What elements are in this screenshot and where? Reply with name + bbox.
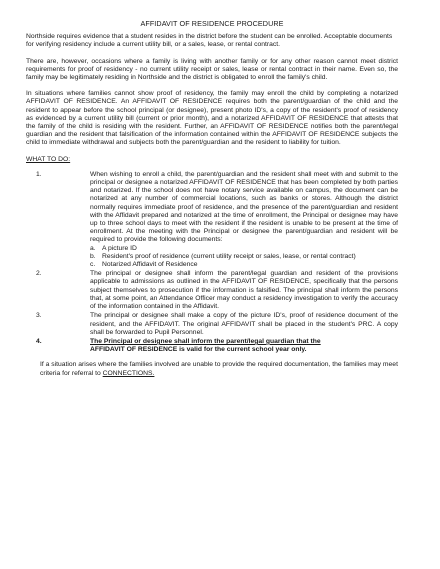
- step-item: [26, 270, 398, 311]
- paragraph-situations: In situations where families cannot show proof of residency, the family may enroll the child by completing a notarized AFFIDAVIT OF RESIDENCE. An AFFIDAVIT OF RESIDENCE requires both the parent/guardian of the child and the resident to appear before the school principal (or designee), present photo ID's, a copy of the resident's proof of residency as evidenced by a current utility bill (current or prior month), and a notarized AFFIDAVIT OF RESIDENCE that attests that the family of the child is residing with the resident. Further, an AFFIDAVIT OF RESIDENCE notifies both the parent/legal guardian and the resident that falsification of the information contained within the AFFIDAVIT OF RESIDENCE subjects the child to immediate withdrawal and subjects both the parent/guardian and the resident to liability for tuition.: [26, 90, 398, 147]
- footer-paragraph: [26, 361, 398, 377]
- document-title: AFFIDAVIT OF RESIDENCE PROCEDURE: [140, 19, 284, 28]
- step-text-bold: AFFIDAVIT OF RESIDENCE is valid for the current school year only.: [90, 346, 307, 354]
- document-content: [26, 20, 398, 386]
- document-letter: a.: [90, 244, 96, 252]
- required-documents-list: [90, 245, 398, 270]
- step-text-underlined: The Principal or designee shall inform the parent/legal guardian that the: [90, 337, 321, 345]
- paragraph-northside-requirement: Northside requires evidence that a student resides in the district before the student can be enrolled. Acceptable documents for verifying residency include a current utility bill, or a sales, lease, or rental contract.: [26, 33, 393, 49]
- step-item: [26, 312, 398, 337]
- document-item: [90, 253, 398, 261]
- document-letter: b.: [90, 252, 96, 260]
- document-item: [90, 245, 398, 253]
- step-item: [26, 338, 398, 354]
- step-number: 2.: [36, 270, 42, 278]
- document-text: A picture ID: [102, 244, 137, 252]
- step-body: [90, 171, 398, 269]
- step-number: 1.: [36, 170, 42, 178]
- step-text: The principal or designee shall inform the parent/legal guardian and resident of the provisions applicable to admissions as outlined in the AFFIDAVIT OF RESIDENCE, specifically that the persons subject themselves to prosecution if the information is falsified. The principal shall inform the persons that, at some point, an Attendance Officer may conduct a residency investigation to verify the accuracy of the information contained in the Affidavit.: [90, 270, 398, 311]
- document-text: Notarized Affidavit of Residence: [102, 261, 198, 269]
- document-letter: c.: [90, 261, 96, 269]
- step-item: [26, 171, 398, 269]
- what-to-do-heading: WHAT TO DO:: [26, 155, 71, 163]
- paragraph-occasions: There are, however, occasions where a family is living with another family or for any other reason cannot meet district requirements for proof of residency - no current utility receipt or sales, lease or rental contract in their name. Even so, the family may be legitimately residing in Northside and the district is obligated to enroll the family's child.: [26, 57, 398, 82]
- footer-text: If a situation arises where the families involved are unable to provide the required documentation, the families may meet criteria for referral to: [40, 361, 398, 377]
- document-item: [90, 261, 398, 269]
- step-number: 4.: [36, 337, 42, 345]
- step-text: The principal or designee shall make a copy of the picture ID's, proof of residence document of the resident, and the AFFIDAVIT. The original AFFIDAVIT shall be placed in the student's PRC. A copy shall be forwarded to Pupil Personnel.: [90, 312, 398, 336]
- step-text: When wishing to enroll a child, the parent/guardian and the resident shall meet with and submit to the principal or designee a notarized AFFIDAVIT OF RESIDENCE that has been completed by both parties and notarized. If the school does not have notary service available on campus, the document can be notarized at any number of commercial locations, such as banks or stores. Although the district normally requires immediate proof of residence, and the presence of the parent/guardian and resident with the Affidavit prepared and notarized at the time of enrollment, the Principal or designee may have up to three school days to meet with the resident if the resident is unable to be present at the time of enrollment. At the meeting with the Principal or designee the parent/guardian and resident will be required to provide the following documents:: [90, 170, 398, 244]
- steps-list: [26, 171, 398, 354]
- step-body: [90, 338, 398, 354]
- document-text: Resident's proof of residence (current utility receipt or sales, lease, or rental contract): [102, 252, 356, 260]
- step-number: 3.: [36, 312, 42, 320]
- connections-link[interactable]: CONNECTIONS.: [102, 369, 155, 377]
